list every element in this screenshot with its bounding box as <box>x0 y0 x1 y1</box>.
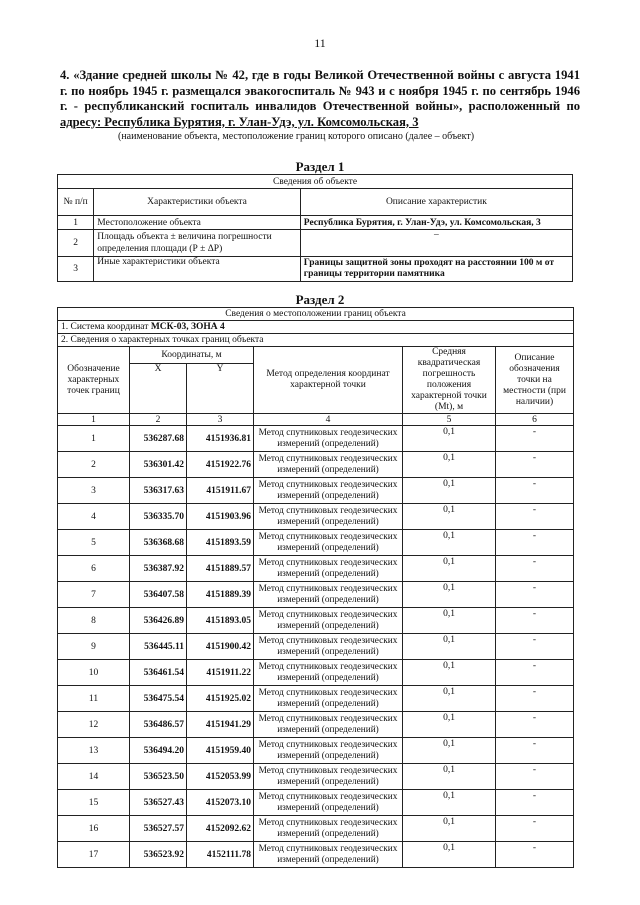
coord-x: 536426.89 <box>130 608 187 634</box>
point-description: - <box>496 738 574 764</box>
point-id: 16 <box>58 816 130 842</box>
col-number: 1 <box>58 414 130 426</box>
point-description: - <box>496 556 574 582</box>
coord-y: 4151893.59 <box>187 530 254 556</box>
point-description: - <box>496 634 574 660</box>
coord-x: 536287.68 <box>130 426 187 452</box>
coord-x: 536523.50 <box>130 764 187 790</box>
coord-y: 4151936.81 <box>187 426 254 452</box>
point-id: 3 <box>58 478 130 504</box>
accuracy: 0,1 <box>403 764 496 790</box>
coord-y: 4152111.78 <box>187 842 254 868</box>
coord-y: 4151903.96 <box>187 504 254 530</box>
row3-desc: Границы защитной зоны проходят на расстоянии 100 м от границы территории памятника <box>300 257 572 282</box>
col-number: 2 <box>130 414 187 426</box>
table-row <box>58 790 574 816</box>
col-header-point: Обозначение характерных точек границ <box>58 347 130 414</box>
method: Метод спутниковых геодезических измерений (определений) <box>254 504 403 530</box>
method: Метод спутниковых геодезических измерений (определений) <box>254 634 403 660</box>
point-description: - <box>496 764 574 790</box>
heading-caption: (наименование объекта, местоположение границ которого описано (далее – объект) <box>118 131 475 142</box>
coord-y: 4151925.02 <box>187 686 254 712</box>
point-rows <box>58 426 574 868</box>
accuracy: 0,1 <box>403 504 496 530</box>
table-row <box>58 842 574 868</box>
point-description: - <box>496 660 574 686</box>
col-number: 4 <box>254 414 403 426</box>
table-row <box>58 608 574 634</box>
row1-desc: Республика Бурятия, г. Улан-Удэ, ул. Комсомольская, 3 <box>300 216 572 230</box>
object-info-table <box>57 174 573 282</box>
col-header-no: № п/п <box>58 189 94 216</box>
point-id: 11 <box>58 686 130 712</box>
page-number: 11 <box>314 36 326 50</box>
coord-system-value: МСК-03, ЗОНА 4 <box>150 322 225 332</box>
accuracy: 0,1 <box>403 660 496 686</box>
coord-y: 4152073.10 <box>187 790 254 816</box>
accuracy: 0,1 <box>403 556 496 582</box>
coord-y: 4152092.62 <box>187 816 254 842</box>
coord-x: 536486.57 <box>130 712 187 738</box>
table-row <box>58 738 574 764</box>
point-id: 12 <box>58 712 130 738</box>
accuracy: 0,1 <box>403 452 496 478</box>
coord-x: 536527.43 <box>130 790 187 816</box>
point-description: - <box>496 712 574 738</box>
point-id: 2 <box>58 452 130 478</box>
point-id: 8 <box>58 608 130 634</box>
row1-no: 1 <box>58 216 94 230</box>
table-row <box>58 426 574 452</box>
coord-x: 536445.11 <box>130 634 187 660</box>
coord-x: 536475.54 <box>130 686 187 712</box>
table-row <box>58 686 574 712</box>
method: Метод спутниковых геодезических измерений (определений) <box>254 686 403 712</box>
row2-desc: – <box>300 230 572 257</box>
coord-x: 536335.70 <box>130 504 187 530</box>
table-row <box>58 712 574 738</box>
points-label: 2. Сведения о характерных точках границ объекта <box>58 334 574 347</box>
row3-char: Иные характеристики объекта <box>94 257 300 282</box>
method: Метод спутниковых геодезических измерений (определений) <box>254 582 403 608</box>
point-id: 15 <box>58 790 130 816</box>
coord-system-row <box>58 321 574 334</box>
accuracy: 0,1 <box>403 712 496 738</box>
object-address: адресу: Республика Бурятия, г. Улан-Удэ, ул. Комсомольская, 3 <box>60 114 419 129</box>
object-title: 4. «Здание средней школы № 42, где в годы Великой Отечественной войны с августа 1941 г. по ноябрь 1945 г. размещался эвакогоспиталь № 943 и с ноября 1945 г. по сентябрь 1946 г. - республиканский госпиталь инвалидов Отечественной войны», расположенный по <box>60 68 580 113</box>
table-row <box>58 478 574 504</box>
table-row <box>58 530 574 556</box>
coord-x: 536461.54 <box>130 660 187 686</box>
coord-y: 4151922.76 <box>187 452 254 478</box>
accuracy: 0,1 <box>403 608 496 634</box>
point-id: 9 <box>58 634 130 660</box>
method: Метод спутниковых геодезических измерений (определений) <box>254 816 403 842</box>
method: Метод спутниковых геодезических измерений (определений) <box>254 556 403 582</box>
col-header-y: Y <box>187 364 254 414</box>
point-id: 6 <box>58 556 130 582</box>
coord-x: 536301.42 <box>130 452 187 478</box>
coord-x: 536368.68 <box>130 530 187 556</box>
table-row <box>58 660 574 686</box>
table-row <box>58 634 574 660</box>
method: Метод спутниковых геодезических измерений (определений) <box>254 530 403 556</box>
table-row <box>58 504 574 530</box>
row3-no: 3 <box>58 257 94 282</box>
accuracy: 0,1 <box>403 816 496 842</box>
row2-char: Площадь объекта ± величина погрешности определения площади (Р ± ΔР) <box>94 230 300 257</box>
boundary-points-table <box>57 307 574 868</box>
point-id: 17 <box>58 842 130 868</box>
accuracy: 0,1 <box>403 634 496 660</box>
coord-x: 536527.57 <box>130 816 187 842</box>
accuracy: 0,1 <box>403 738 496 764</box>
method: Метод спутниковых геодезических измерений (определений) <box>254 764 403 790</box>
row1-char: Местоположение объекта <box>94 216 300 230</box>
accuracy: 0,1 <box>403 426 496 452</box>
point-id: 13 <box>58 738 130 764</box>
point-description: - <box>496 842 574 868</box>
point-description: - <box>496 452 574 478</box>
coord-y: 4151889.39 <box>187 582 254 608</box>
section2-title: Раздел 2 <box>295 292 345 307</box>
col-number: 6 <box>496 414 574 426</box>
col-header-accuracy: Средняя квадратическая погрешность положения характерной точки (Mt), м <box>403 347 496 414</box>
point-description: - <box>496 608 574 634</box>
method: Метод спутниковых геодезических измерений (определений) <box>254 842 403 868</box>
table-row <box>58 582 574 608</box>
point-description: - <box>496 686 574 712</box>
section2-subtitle: Сведения о местоположении границ объекта <box>58 308 574 321</box>
table-row <box>58 556 574 582</box>
accuracy: 0,1 <box>403 582 496 608</box>
coord-x: 536523.92 <box>130 842 187 868</box>
method: Метод спутниковых геодезических измерений (определений) <box>254 452 403 478</box>
col-header-x: X <box>130 364 187 414</box>
point-id: 5 <box>58 530 130 556</box>
point-description: - <box>496 426 574 452</box>
col-header-char: Характеристики объекта <box>94 189 300 216</box>
col-header-description: Описание обозначения точки на местности (при наличии) <box>496 347 574 414</box>
method: Метод спутниковых геодезических измерений (определений) <box>254 608 403 634</box>
row2-no: 2 <box>58 230 94 257</box>
point-description: - <box>496 504 574 530</box>
accuracy: 0,1 <box>403 842 496 868</box>
point-description: - <box>496 582 574 608</box>
table-row <box>58 816 574 842</box>
method: Метод спутниковых геодезических измерений (определений) <box>254 660 403 686</box>
section1-subtitle: Сведения об объекте <box>58 175 573 189</box>
point-description: - <box>496 530 574 556</box>
col-header-coords: Координаты, м <box>130 347 254 364</box>
method: Метод спутниковых геодезических измерений (определений) <box>254 426 403 452</box>
coord-y: 4151900.42 <box>187 634 254 660</box>
col-header-desc: Описание характеристик <box>300 189 572 216</box>
point-id: 7 <box>58 582 130 608</box>
coord-y: 4151959.40 <box>187 738 254 764</box>
accuracy: 0,1 <box>403 530 496 556</box>
point-id: 1 <box>58 426 130 452</box>
accuracy: 0,1 <box>403 686 496 712</box>
table-row <box>58 764 574 790</box>
coord-x: 536317.63 <box>130 478 187 504</box>
coord-y: 4151893.05 <box>187 608 254 634</box>
method: Метод спутниковых геодезических измерений (определений) <box>254 738 403 764</box>
table-row <box>58 452 574 478</box>
coord-y: 4151911.22 <box>187 660 254 686</box>
coord-y: 4151941.29 <box>187 712 254 738</box>
point-description: - <box>496 816 574 842</box>
method: Метод спутниковых геодезических измерений (определений) <box>254 712 403 738</box>
col-header-method: Метод определения координат характерной точки <box>254 347 403 414</box>
accuracy: 0,1 <box>403 478 496 504</box>
coord-x: 536387.92 <box>130 556 187 582</box>
coord-y: 4152053.99 <box>187 764 254 790</box>
column-numbers-row <box>58 414 574 426</box>
point-description: - <box>496 478 574 504</box>
col-number: 3 <box>187 414 254 426</box>
method: Метод спутниковых геодезических измерений (определений) <box>254 478 403 504</box>
coord-system-label: 1. Система координат <box>61 322 149 332</box>
accuracy: 0,1 <box>403 790 496 816</box>
section1-title: Раздел 1 <box>295 159 345 174</box>
coord-y: 4151911.67 <box>187 478 254 504</box>
coord-y: 4151889.57 <box>187 556 254 582</box>
point-description: - <box>496 790 574 816</box>
col-number: 5 <box>403 414 496 426</box>
point-id: 10 <box>58 660 130 686</box>
point-id: 4 <box>58 504 130 530</box>
method: Метод спутниковых геодезических измерений (определений) <box>254 790 403 816</box>
point-id: 14 <box>58 764 130 790</box>
coord-x: 536494.20 <box>130 738 187 764</box>
coord-x: 536407.58 <box>130 582 187 608</box>
object-heading <box>60 68 580 130</box>
